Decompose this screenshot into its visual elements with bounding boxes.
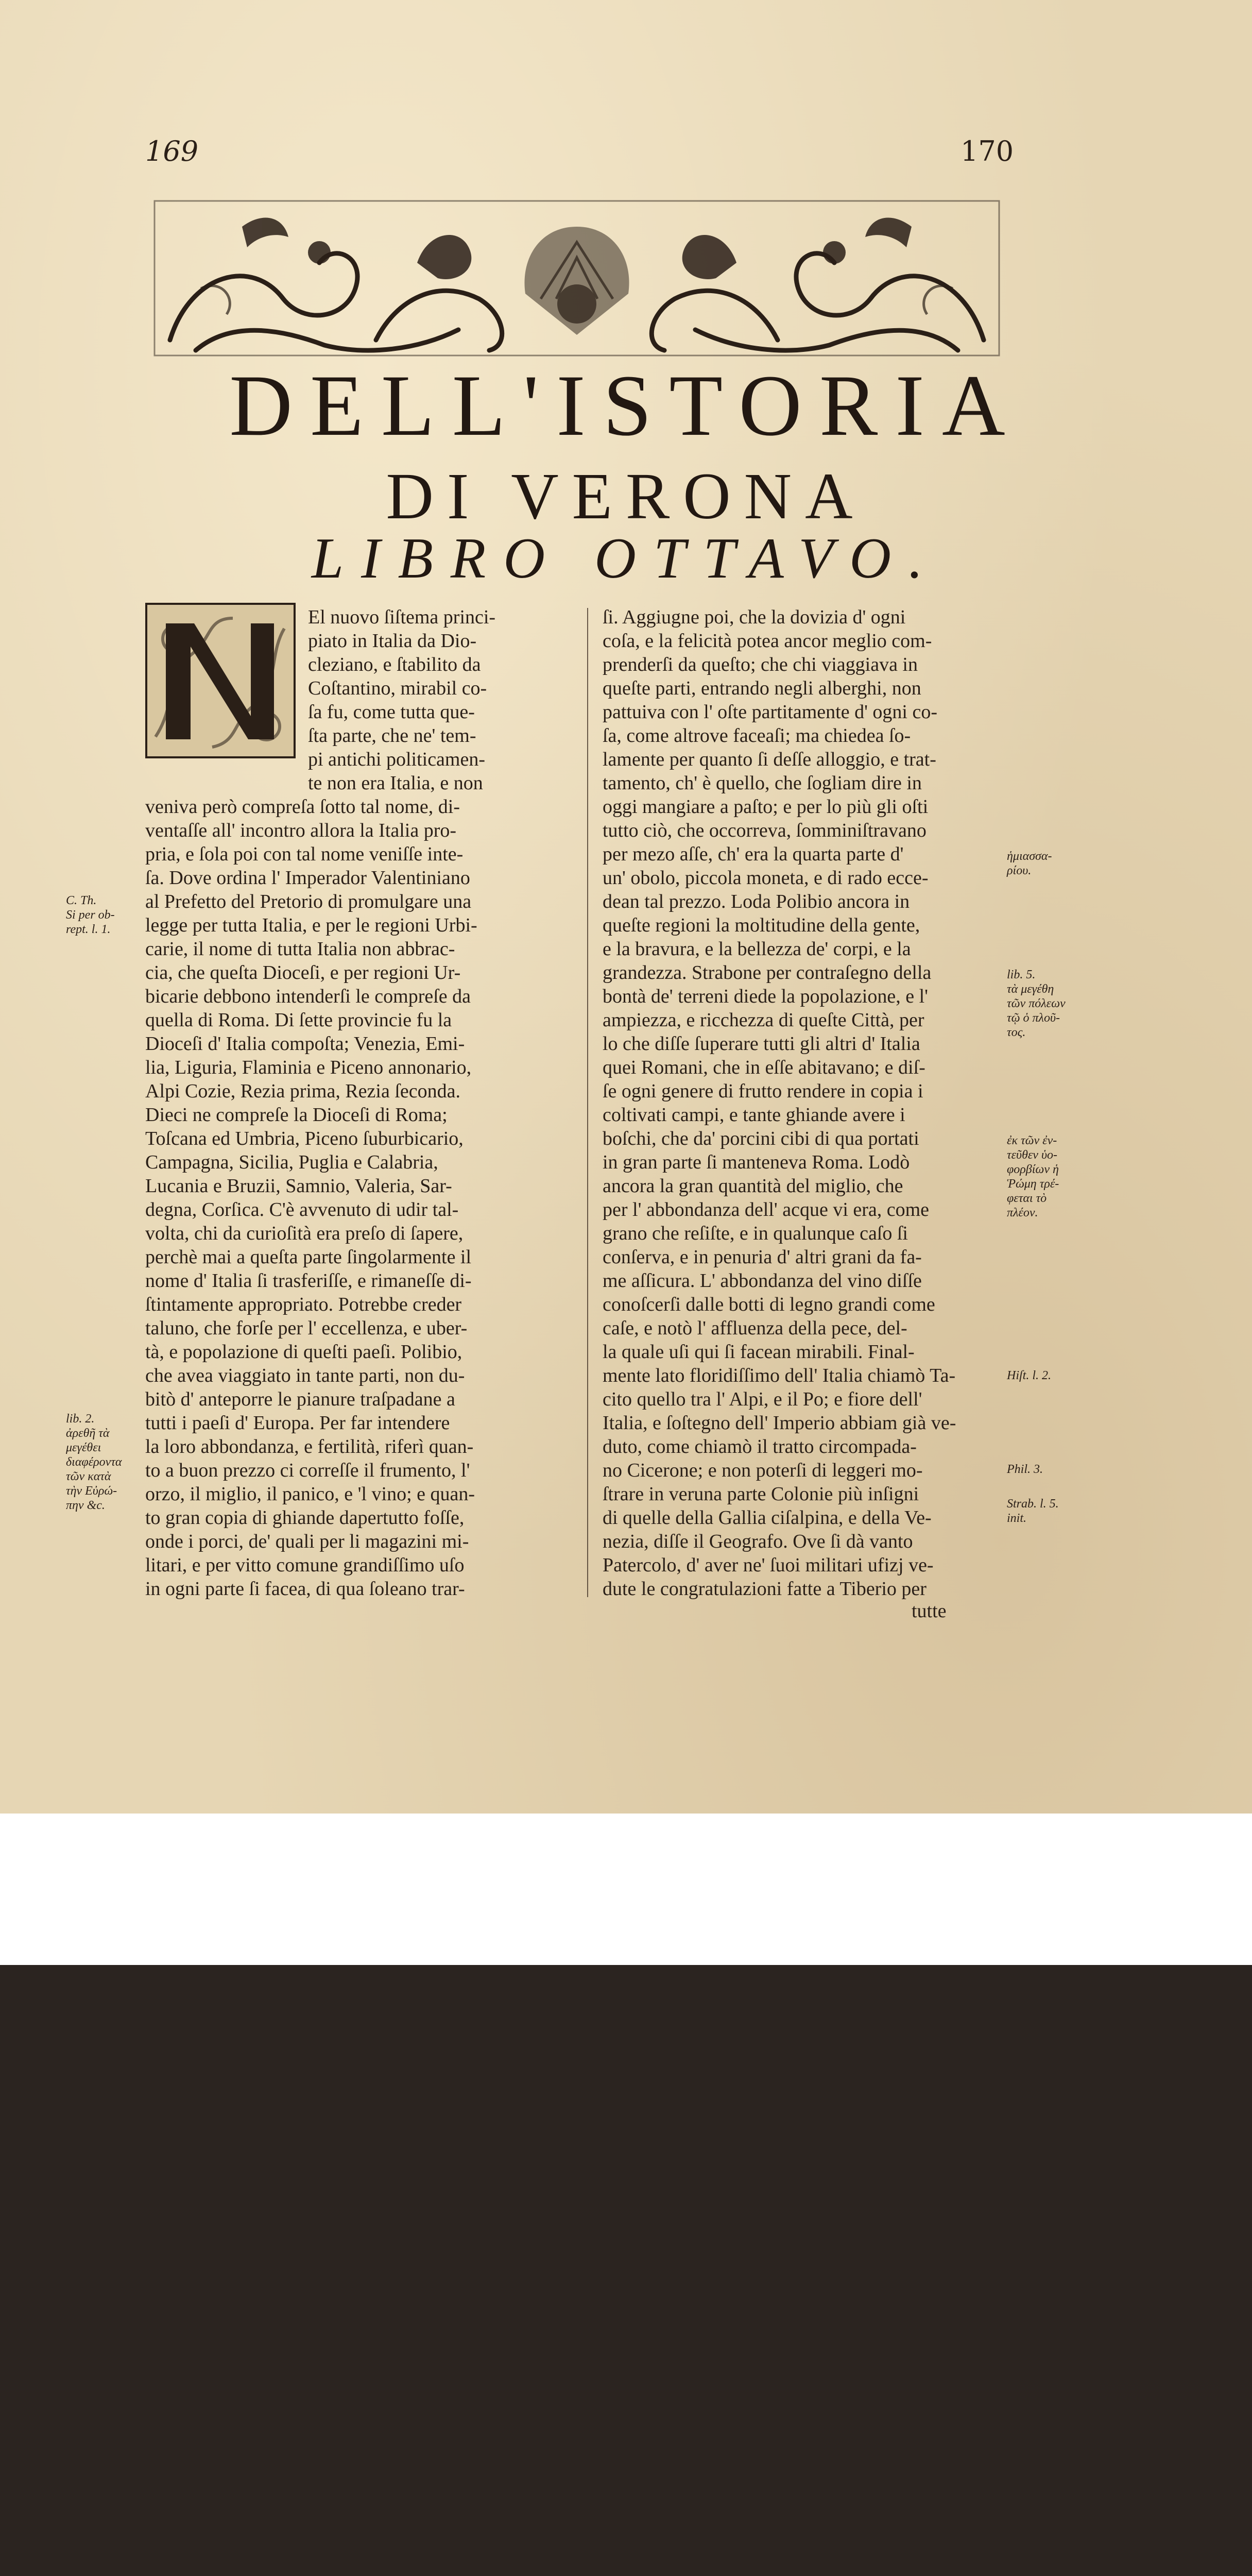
title-line-1: DELL'ISTORIA [229, 357, 1023, 454]
margin-note-line: ἀρεθῆ τὰ [66, 1427, 110, 1440]
margin-note-strabo-1 [1007, 968, 1100, 1040]
margin-note-line: τῷ ὁ πλοῦ- [1007, 1011, 1060, 1025]
text-line: queſte parti, entrando negli alberghi, non [603, 677, 921, 699]
text-line: tà, e popolazione di queſti paeſi. Polibio, [145, 1341, 462, 1363]
text-column-right [603, 605, 1004, 1601]
text-line: caſe, e notò l' affluenza della pece, del- [603, 1317, 907, 1339]
text-line: ſtintamente appropriato. Potrebbe creder [145, 1294, 462, 1315]
text-line: la loro abbondanza, e fertilità, riferì quan- [145, 1436, 474, 1458]
text-line: duto, come chiamò il tratto circompada- [603, 1436, 917, 1458]
text-line: ſa, come altrove faceaſi; ma chiedea ſo- [603, 725, 911, 747]
margin-note-line: τῶν κατὰ [66, 1470, 111, 1483]
text-line: grandezza. Strabone per contraſegno della [603, 962, 932, 984]
text-line: tutto ciò, che occorreva, ſomminiſtravano [603, 820, 927, 841]
margin-note-polybius [66, 1412, 138, 1513]
text-line: lamente per quanto ſi deſſe alloggio, e trat- [603, 749, 936, 770]
text-line: per l' abbondanza dell' acque vi era, come [603, 1199, 930, 1221]
text-line: ampiezza, e ricchezza di queſte Città, per [603, 1009, 924, 1031]
text-line: piato in Italia da Dio- [308, 630, 477, 652]
text-line: per mezo aſſe, ch' era la quarta parte d' [603, 843, 904, 865]
text-line: me aſſicura. L' abbondanza del vino diſſe [603, 1270, 922, 1292]
text-line: Toſcana ed Umbria, Piceno ſuburbicario, [145, 1128, 464, 1149]
text-line: in ogni parte ſi facea, di qua ſoleano trar- [145, 1578, 465, 1600]
margin-note-line: ἐκ τῶν ἐν- [1007, 1134, 1057, 1147]
text-line: queſte regioni la moltitudine della gente, [603, 914, 920, 936]
margin-note-line: ρίου. [1007, 864, 1032, 877]
margin-note-line: rept. l. 1. [66, 923, 111, 936]
margin-note-line: φορβίων ἡ [1007, 1163, 1059, 1176]
text-line: cleziano, e ſtabilito da [308, 654, 481, 675]
margin-note-line: Strab. l. 5. [1007, 1497, 1059, 1511]
text-line: coſa, e la felicità potea ancor meglio com- [603, 630, 932, 652]
margin-note-line: πλέον. [1007, 1206, 1038, 1219]
text-line: bitò d' anteporre le pianure traſpadane a [145, 1388, 455, 1410]
page-number-left: 169 [145, 135, 199, 167]
text-line: taluno, che forſe per l' eccellenza, e uber- [145, 1317, 468, 1339]
text-line: ſa fu, come tutta que- [308, 701, 475, 723]
text-line: to a buon prezzo ci correſſe il frumento, l' [145, 1460, 470, 1481]
text-line: orzo, il miglio, il panico, e 'l vino; e quan- [145, 1483, 475, 1505]
text-line: Lucania e Bruzii, Samnio, Valeria, Sar- [145, 1175, 452, 1197]
text-line: bontà de' terreni diede la popolazione, e l' [603, 986, 928, 1007]
text-line: grano che reſiſte, e in qualunque caſo ſi [603, 1223, 908, 1244]
title-line-3: LIBRO OTTAVO. [311, 527, 941, 590]
ornamental-headpiece [149, 196, 1004, 361]
margin-note-strabo-2 [1007, 1497, 1100, 1526]
margin-note-line: ἡμιασσα- [1007, 850, 1052, 863]
margin-note-hist [1007, 1368, 1100, 1383]
margin-note-line: τὴν Εὐρώ- [66, 1484, 117, 1498]
text-line: litari, e per vitto comune grandiſſimo uſo [145, 1554, 465, 1576]
text-line: lo che diſſe ſuperare tutti gli altri d' Italia [603, 1033, 920, 1055]
text-line: dute le congratulazioni fatte a Tiberio per [603, 1578, 927, 1600]
text-line: Coſtantino, mirabil co- [308, 677, 487, 699]
margin-note-line: Hiſt. l. 2. [1007, 1369, 1052, 1382]
text-line: che avea viaggiato in tante parti, non du- [145, 1365, 465, 1386]
text-line: onde i porci, de' quali per li magazini mi- [145, 1531, 469, 1552]
text-line: mente lato floridiſſimo dell' Italia chiamò Ta- [603, 1365, 956, 1386]
text-line: conſerva, e in penuria d' altri grani da fa- [603, 1246, 922, 1268]
text-line: quella di Roma. Di ſette provincie fu la [145, 1009, 452, 1031]
margin-note-line: διαφέροντα [66, 1455, 122, 1469]
text-line: tutti i paeſi d' Europa. Per far intendere [145, 1412, 450, 1434]
text-line: e la bravura, e la bellezza de' corpi, e la [603, 938, 911, 960]
text-line: ventaſſe all' incontro allora la Italia pro- [145, 820, 457, 841]
text-line: ſtrare in veruna parte Colonie più inſigni [603, 1483, 919, 1505]
text-line: Dioceſi d' Italia compoſta; Venezia, Emi- [145, 1033, 465, 1055]
margin-note-line: μεγέθει [66, 1441, 101, 1454]
text-line: ſe ogni genere di frutto rendere in copia i [603, 1080, 923, 1102]
text-line: te non era Italia, e non [308, 772, 483, 794]
text-line: Italia, e ſoſtegno dell' Imperio abbiam già ve- [603, 1412, 956, 1434]
text-line: Alpi Cozie, Rezia prima, Rezia ſeconda. [145, 1080, 460, 1102]
text-line: di quelle della Gallia ciſalpina, e della Ve- [603, 1507, 932, 1529]
text-line: no Cicerone; e non poterſi di leggeri mo- [603, 1460, 923, 1481]
text-line: oggi mangiare a paſto; e per lo più gli oſti [603, 796, 929, 818]
text-line: boſchi, che da' porcini cibi di qua portati [603, 1128, 919, 1149]
text-line: degna, Corſica. C'è avvenuto di udir tal- [145, 1199, 459, 1221]
margin-note-codex [66, 893, 133, 937]
margin-note-greek-1 [1007, 849, 1100, 878]
text-line: pi antichi politicamen- [308, 749, 486, 770]
margin-note-line: τος. [1007, 1026, 1026, 1039]
margin-note-line: lib. 5. [1007, 968, 1036, 981]
text-line: perchè mai a queſta parte ſingolarmente il [145, 1246, 472, 1268]
text-line: Campagna, Sicilia, Puglia e Calabria, [145, 1151, 438, 1173]
text-line: carie, il nome di tutta Italia non abbrac- [145, 938, 455, 960]
text-line: tamento, ch' è quello, che ſogliam dire in [603, 772, 922, 794]
text-line: ſta parte, che ne' tem- [308, 725, 476, 747]
margin-note-line: Ῥώμη τρέ- [1007, 1177, 1059, 1191]
title-line-2: DI VERONA [386, 460, 866, 533]
text-line: nezia, diſſe il Geografo. Ove ſi dà vanto [603, 1531, 913, 1552]
margin-note-phil [1007, 1462, 1100, 1477]
text-line: un' obolo, piccola moneta, e di rado ecce- [603, 867, 929, 889]
text-line: lia, Liguria, Flaminia e Piceno annonario, [145, 1057, 472, 1078]
margin-note-greek-2 [1007, 1133, 1100, 1220]
text-line: al Prefetto del Pretorio di promulgare una [145, 891, 472, 912]
text-line: dean tal prezzo. Loda Polibio ancora in [603, 891, 910, 912]
text-line: legge per tutta Italia, e per le regioni Urbi- [145, 914, 477, 936]
catchword: tutte [912, 1600, 947, 1622]
text-line: nome d' Italia ſi trasferiſſe, e rimaneſſe di- [145, 1270, 472, 1292]
text-line: volta, chi da curioſità era preſo di ſapere, [145, 1223, 464, 1244]
column-divider [587, 608, 588, 1597]
margin-note-line: τῶν πόλεων [1007, 997, 1066, 1010]
page-number-right: 170 [961, 135, 1014, 167]
viewer-footer [0, 1814, 1252, 1965]
text-line: ſi. Aggiugne poi, che la dovizia d' ogni [603, 606, 906, 628]
margin-note-line: lib. 2. [66, 1412, 95, 1426]
text-line: to gran copia di ghiande dapertutto foſſe, [145, 1507, 465, 1529]
margin-note-line: πην &c. [66, 1499, 105, 1512]
text-line: cia, che queſta Dioceſi, e per regioni Ur- [145, 962, 461, 984]
margin-note-line: Phil. 3. [1007, 1463, 1043, 1476]
text-line: pria, e ſola poi con tal nome veniſſe inte- [145, 843, 464, 865]
margin-note-line: Si per ob- [66, 908, 115, 922]
text-line: la quale uſi qui ſi facean mirabili. Final- [603, 1341, 915, 1363]
text-line: ſa. Dove ordina l' Imperador Valentiniano [145, 867, 470, 889]
text-line: veniva però compreſa ſotto tal nome, di- [145, 796, 460, 818]
text-line: bicarie debbono intenderſi le compreſe da [145, 986, 471, 1007]
text-line: pattuiva con l' oſte partitamente d' ogni co- [603, 701, 937, 723]
margin-note-line: C. Th. [66, 894, 97, 907]
margin-note-line: τὰ μεγέθη [1007, 982, 1054, 996]
text-column-left [145, 605, 547, 1601]
text-line: cito quello tra l' Alpi, e il Po; e fiore dell' [603, 1388, 922, 1410]
text-line: prenderſi da queſto; che chi viaggiava in [603, 654, 918, 675]
text-line: Dieci ne compreſe la Dioceſi di Roma; [145, 1104, 448, 1126]
text-line: conoſcerſi dalle botti di legno grandi come [603, 1294, 935, 1315]
margin-note-line: init. [1007, 1512, 1027, 1525]
text-line: quei Romani, che in eſſe abitavano; e diſ- [603, 1057, 925, 1078]
text-line: Patercolo, d' aver ne' ſuoi militari ufizj ve- [603, 1554, 934, 1576]
text-line: El nuovo ſiſtema princi- [308, 606, 496, 628]
text-line: in gran parte ſi manteneva Roma. Lodò [603, 1151, 910, 1173]
text-line: ancora la gran quantità del miglio, che [603, 1175, 903, 1197]
margin-note-line: τεῦθεν ὑο- [1007, 1148, 1057, 1162]
margin-note-line: φεται τὸ [1007, 1192, 1047, 1205]
text-line: coltivati campi, e tante ghiande avere i [603, 1104, 905, 1126]
